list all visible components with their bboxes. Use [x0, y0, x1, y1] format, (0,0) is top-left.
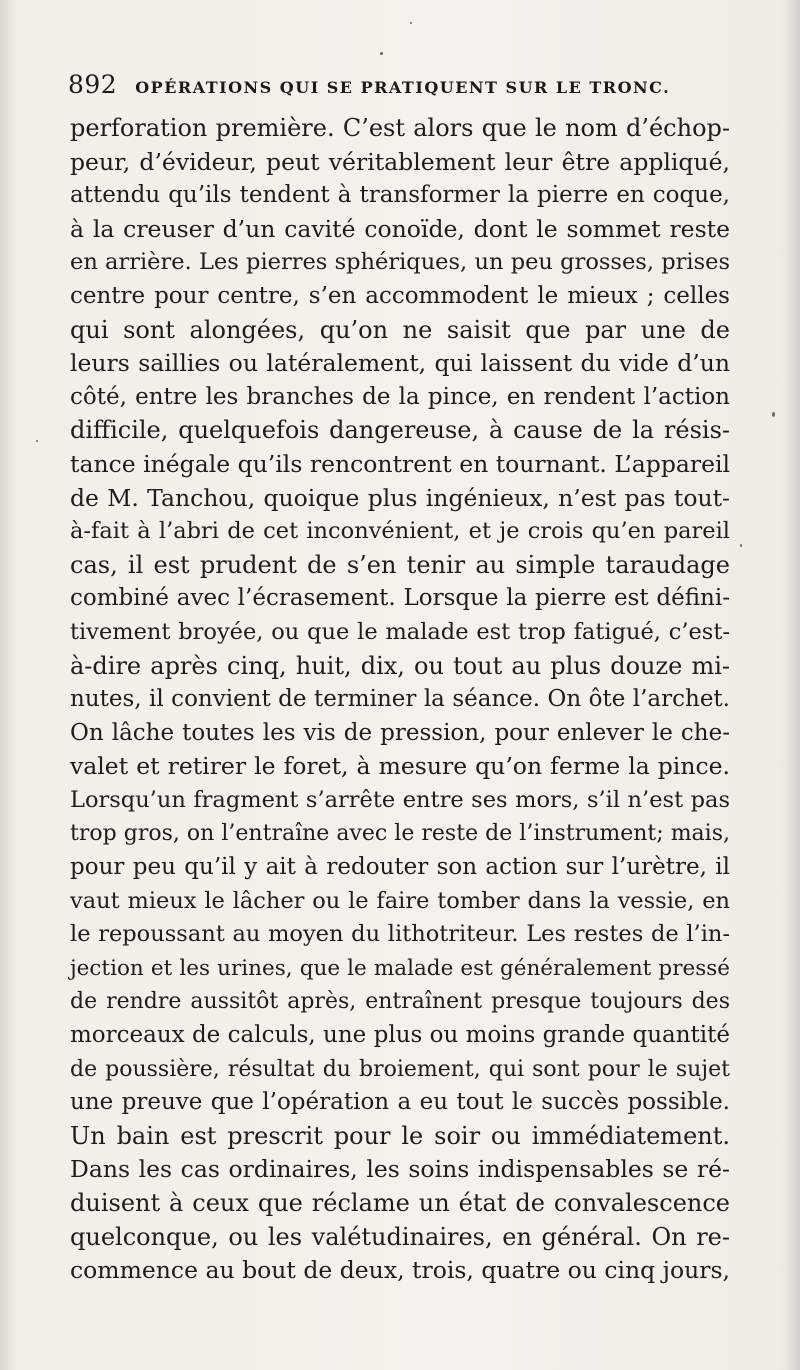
text-line: trop gros, on l’entraîne avec le reste de l’instrument; mais,: [70, 821, 730, 847]
print-speck: [740, 544, 742, 547]
text-line: quelconque, ou les valétudinaires, en général. On re-: [70, 1222, 730, 1251]
print-speck: [36, 440, 38, 442]
print-speck: [772, 412, 775, 417]
text-line: de rendre aussitôt après, entraînent presque toujours des: [70, 989, 730, 1015]
text-line: attendu qu’ils tendent à transformer la pierre en coque,: [70, 182, 730, 209]
print-speck: [410, 22, 412, 24]
text-line: tance inégale qu’ils rencontrent en tournant. L’appareil: [70, 449, 731, 478]
text-line: le repoussant au moyen du lithotriteur. Les restes de l’in-: [70, 921, 730, 948]
text-line: côté, entre les branches de la pince, en rendent l’action: [70, 383, 730, 410]
page-edge-shadow: [782, 0, 800, 1370]
text-line: tivement broyée, ou que le malade est trop fatigué, c’est-: [70, 618, 730, 645]
text-line: qui sont alongées, qu’on ne saisit que par une de: [70, 315, 730, 344]
text-line: pour peu qu’il y ait à redouter son action sur l’urètre, il: [70, 854, 730, 881]
text-line: Un bain est prescrit pour le soir ou immédiatement.: [70, 1121, 730, 1150]
text-line: de poussière, résultat du broiement, qui sont pour le sujet: [70, 1056, 730, 1082]
text-line: perforation première. C’est alors que le nom d’échop-: [70, 114, 730, 142]
text-line: peur, d’évideur, peut véritablement leur être appliqué,: [70, 147, 730, 176]
text-line: Lorsqu’un fragment s’arrête entre ses mors, s’il n’est pas: [70, 786, 730, 813]
text-line: difficile, quelquefois dangereuse, à cause de la résis-: [70, 416, 730, 445]
text-line: duisent à ceux que réclame un état de convalescence: [70, 1189, 730, 1217]
text-line: commence au bout de deux, trois, quatre ou cinq jours,: [70, 1256, 731, 1285]
text-line: On lâche toutes les vis de pression, pour enlever le che-: [70, 719, 730, 746]
text-line: cas, il est prudent de s’en tenir au simple taraudage: [70, 550, 730, 579]
text-line: à la creuser d’un cavité conoïde, dont le sommet reste: [70, 214, 730, 243]
text-line: valet et retirer le foret, à mesure qu’on ferme la pince.: [70, 752, 730, 781]
text-line: Dans les cas ordinaires, les soins indispensables se ré-: [70, 1155, 730, 1184]
page-number: 892: [68, 70, 118, 99]
text-line: en arrière. Les pierres sphériques, un peu grosses, prises: [70, 249, 730, 276]
body-text: [70, 112, 730, 1288]
running-title: OPÉRATIONS QUI SE PRATIQUENT SUR LE TRONC.: [135, 78, 671, 97]
text-line: centre pour centre, s’en accommodent le mieux ; celles: [70, 282, 730, 309]
text-line: leurs saillies ou latéralement, qui laissent du vide d’un: [70, 349, 730, 378]
text-line: jection et les urines, que le malade est généralement pressé: [70, 955, 730, 981]
text-line: une preuve que l’opération a eu tout le succès possible.: [70, 1089, 730, 1116]
text-line: nutes, il convient de terminer la séance. On ôte l’archet.: [70, 686, 730, 713]
text-line: combiné avec l’écrasement. Lorsque la pierre est défini-: [70, 585, 730, 612]
page-header: [68, 70, 708, 104]
text-line: vaut mieux le lâcher ou le faire tomber dans la vessie, en: [70, 887, 730, 914]
text-line: de M. Tanchou, quoique plus ingénieux, n’est pas tout-: [70, 483, 730, 512]
print-speck: [380, 52, 383, 55]
text-line: à-fait à l’abri de cet inconvénient, et je crois qu’en pareil: [70, 518, 730, 545]
text-line: à-dire après cinq, huit, dix, ou tout au plus douze mi-: [70, 651, 730, 680]
text-line: morceaux de calculs, une plus ou moins grande quantité: [70, 1022, 730, 1049]
